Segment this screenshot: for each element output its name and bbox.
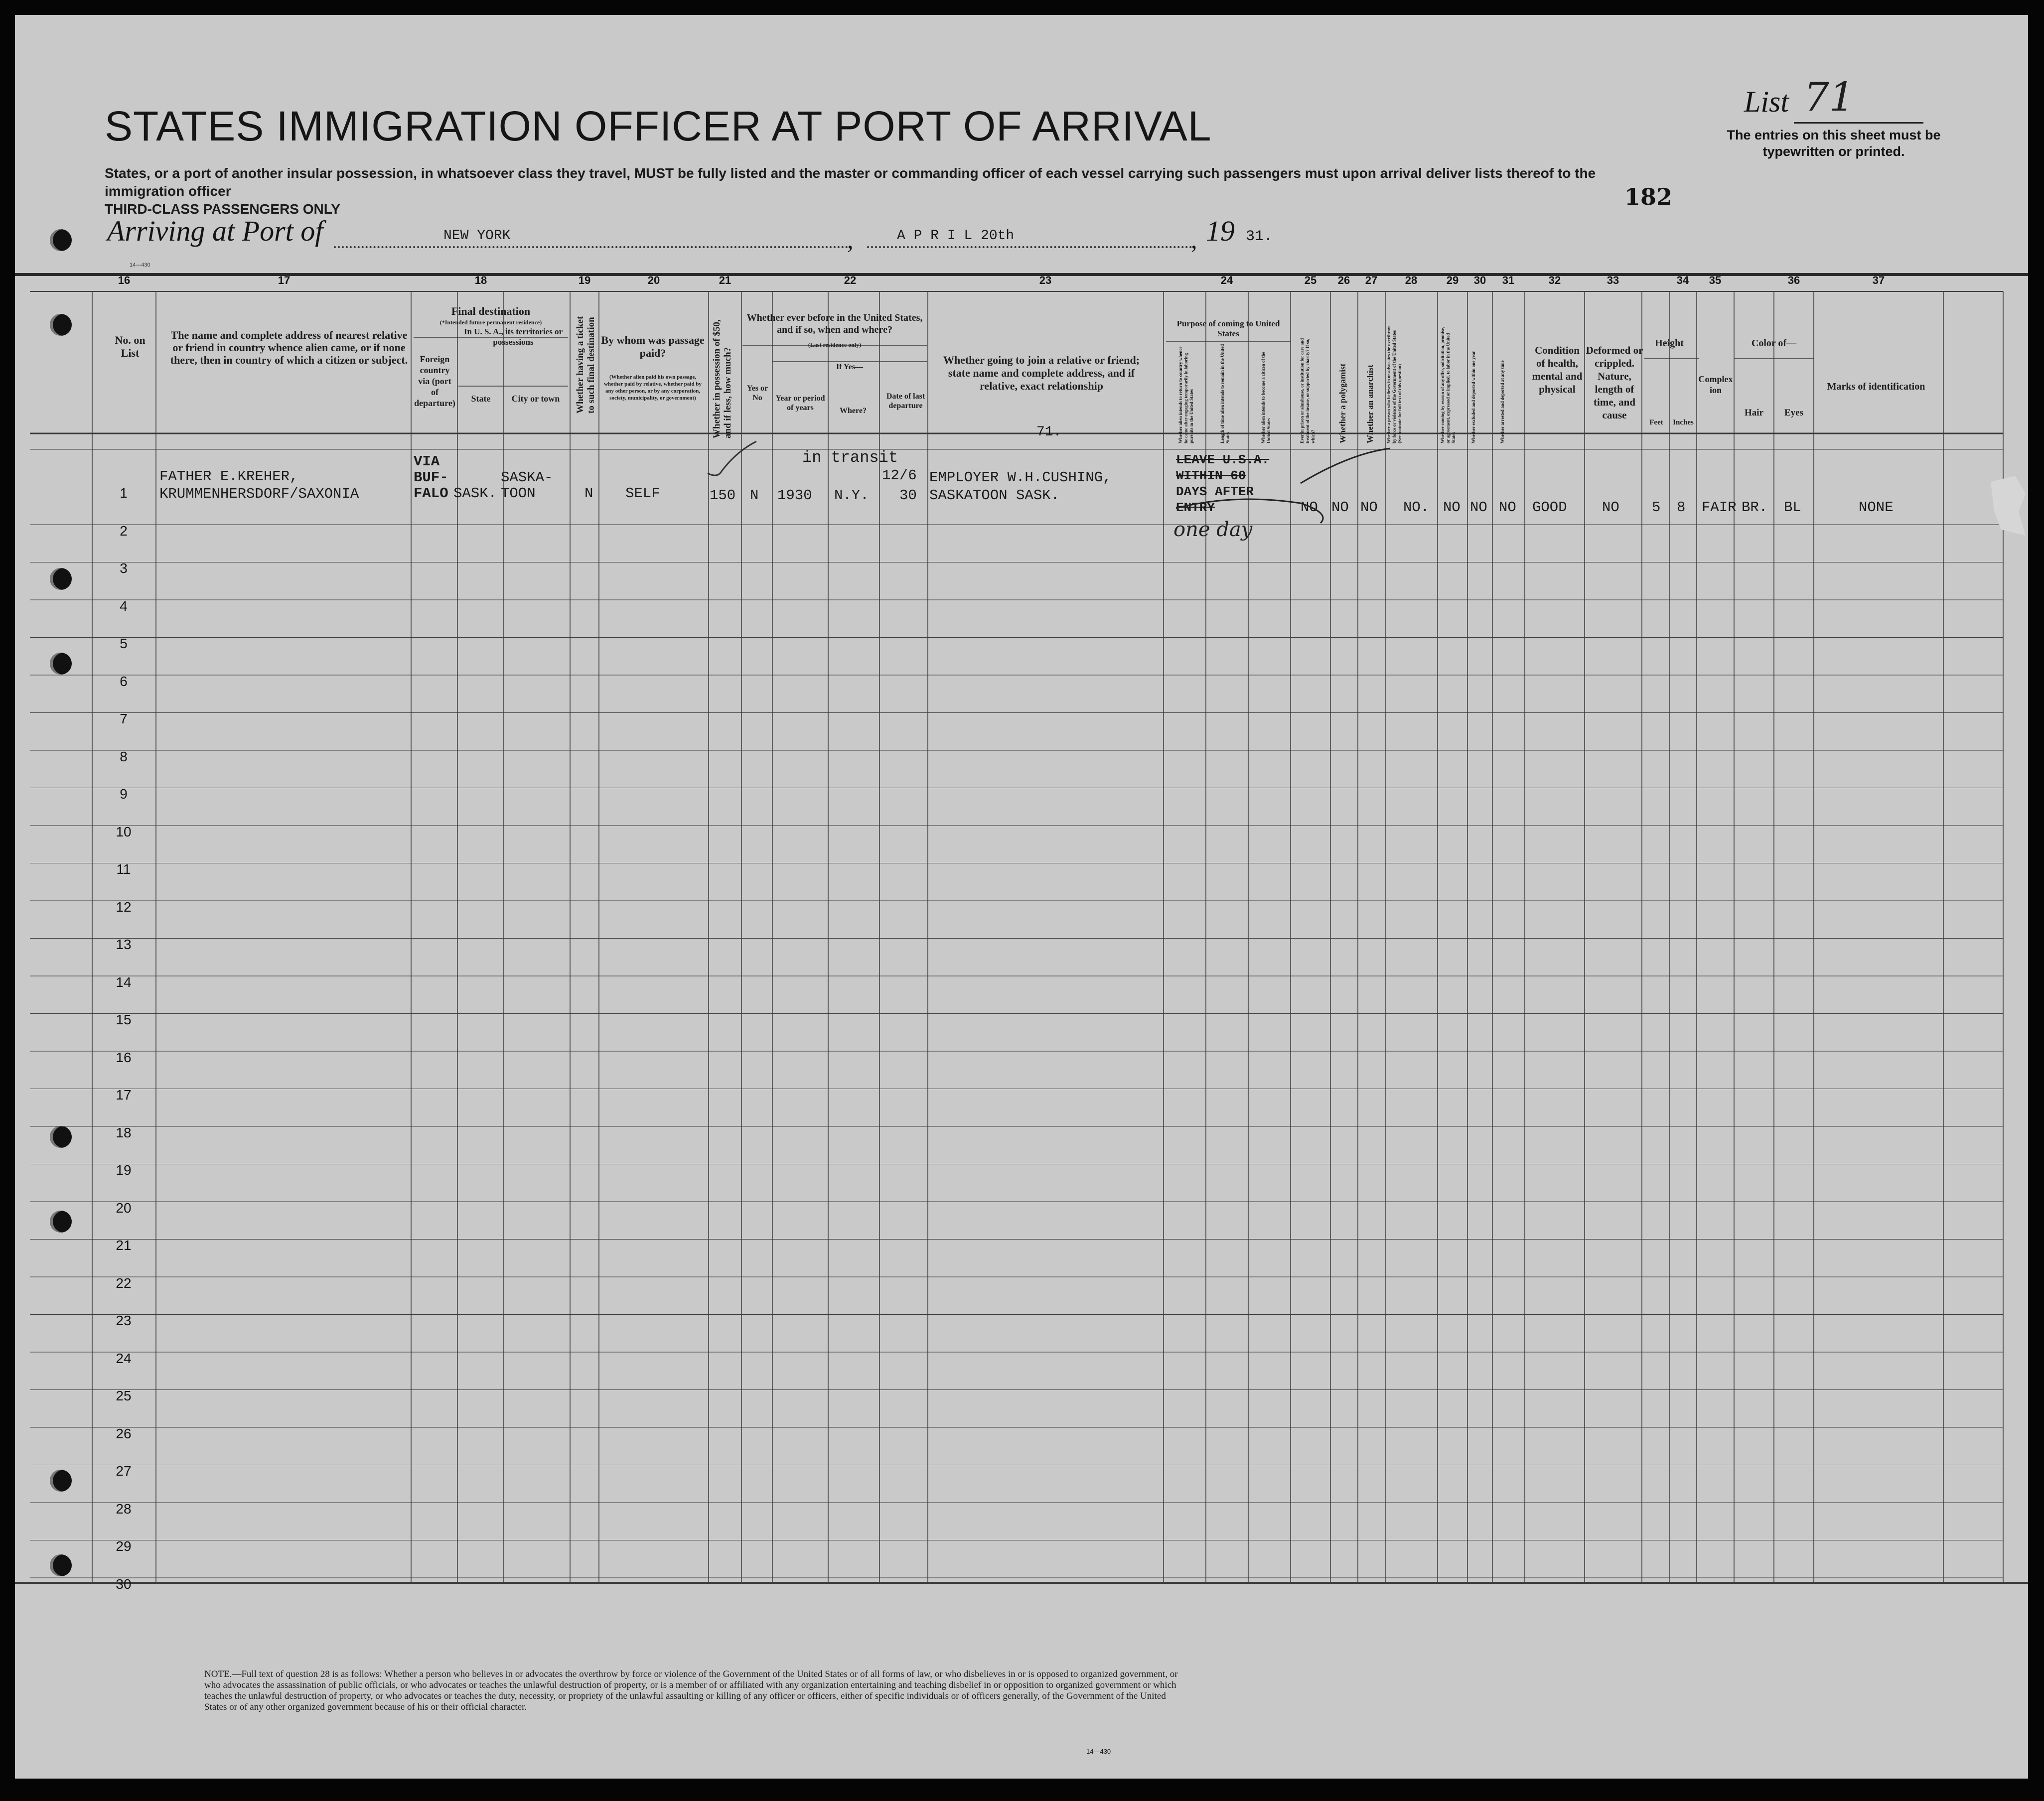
relative-line-1: FATHER E.KREHER,	[159, 468, 298, 485]
header-where: Where?	[840, 407, 867, 415]
column-number: 18	[474, 274, 487, 286]
header-complexion: Complexion	[1698, 374, 1733, 395]
money-value: 150	[710, 487, 736, 504]
comma: ,	[1191, 226, 1197, 254]
height-feet-value: 5	[1652, 499, 1661, 516]
row-number: 8	[120, 748, 128, 764]
row-number: 18	[116, 1124, 132, 1140]
purpose-line-3: DAYS AFTER	[1176, 484, 1254, 499]
column-number: 34	[1676, 274, 1689, 286]
row-number: 28	[116, 1501, 132, 1517]
row-number: 19	[116, 1162, 132, 1178]
destination-state: SASK.	[453, 485, 497, 502]
header-city: City or town	[511, 394, 560, 404]
header-before-in-us: Whether ever before in the United States, and if so, when and where?	[746, 312, 923, 335]
purpose-handwritten: one day	[1173, 518, 1253, 541]
header-eyes: Eyes	[1784, 408, 1803, 418]
header-purpose-c: Whether alien intends to become a citizen of the United States	[1261, 352, 1271, 443]
column-number: 36	[1787, 274, 1800, 286]
header-purpose-b: Length of time alien intends to remain in the United States	[1220, 344, 1230, 443]
column-number: 29	[1446, 274, 1459, 286]
manifest-sheet	[15, 15, 2028, 1779]
list-number: 71	[1804, 74, 1855, 120]
row-number: 16	[116, 1049, 132, 1065]
form-code-bottom: 14—430	[1086, 1748, 1111, 1755]
header-final-destination: Final destination	[451, 305, 531, 317]
arrival-date: A P R I L 20th	[897, 228, 1015, 244]
column-number: 19	[578, 274, 591, 286]
q30-value: NO	[1470, 499, 1487, 516]
row-number: 29	[116, 1538, 132, 1554]
header-last-residence: (Last residence only)	[808, 341, 862, 348]
header-color-of: Color of—	[1751, 338, 1797, 349]
row-number: 20	[116, 1200, 132, 1216]
header-state: State	[471, 394, 491, 404]
header-if-yes: If Yes—	[836, 363, 864, 371]
header-annotation: 71.	[1036, 424, 1062, 440]
joining-line-1: EMPLOYER W.H.CUSHING,	[929, 469, 1112, 486]
header-q28: Whether a person who believes in or advocates the overthrow by force or violence of the Government of the United States (See footnote for full text of this question)	[1386, 326, 1402, 443]
foreign-line-2: BUF-	[414, 469, 448, 486]
prison-value: NO	[1301, 499, 1318, 516]
header-in-usa: In U. S. A., its territories or possessions	[463, 327, 563, 347]
column-number: 33	[1606, 274, 1619, 286]
q31-value: NO	[1499, 499, 1516, 516]
marks-value: NONE	[1859, 499, 1894, 516]
purpose-line-1: LEAVE U.S.A.	[1176, 452, 1270, 467]
health-value: GOOD	[1532, 499, 1567, 516]
q29-value: NO	[1443, 499, 1460, 516]
row-number: 6	[120, 673, 128, 689]
header-hair: Hair	[1745, 408, 1763, 418]
column-number: 32	[1548, 274, 1561, 286]
header-marks: Marks of identification	[1827, 381, 1925, 392]
subtitle-text: States, or a port of another insular possession, in whatsoever class they travel, MUST be fully listed and the master or commanding officer of each vessel carrying such passengers must upon arrival deliver lists thereof to the immigration officer	[105, 165, 1596, 199]
header-health: Condition of health, mental and physical	[1532, 344, 1583, 395]
column-number: 37	[1872, 274, 1885, 286]
complexion-value: FAIR	[1702, 499, 1737, 516]
row-number: 22	[116, 1275, 132, 1291]
row-number: 17	[116, 1087, 132, 1103]
row-number: 26	[116, 1425, 132, 1441]
pen-stroke	[1301, 448, 1390, 483]
q28-value: NO.	[1403, 499, 1430, 516]
check-mark	[708, 441, 756, 475]
header-joining-relative: Whether going to join a relative or friend; state name and complete address, and if relative, exact relationship	[943, 354, 1140, 392]
row-number: 5	[120, 636, 128, 651]
header-foreign-country: Foreign country via (port of departure)	[414, 354, 455, 408]
header-ticket: Whether having a ticket to such final destination	[575, 316, 596, 414]
row-number: 30	[116, 1576, 132, 1592]
header-anarchist: Whether an anarchist	[1365, 364, 1375, 443]
header-feet: Feet	[1649, 418, 1663, 426]
header-purpose-a: Whether alien intends to return to country whence he came after engaging temporarily in laboring pursuits in the United States	[1178, 346, 1194, 443]
list-label: List	[1744, 85, 1789, 118]
purpose-line-2: WITHIN 60	[1176, 468, 1246, 483]
row-number: 24	[116, 1350, 132, 1366]
column-number: 23	[1039, 274, 1052, 286]
header-passage-paid: By whom was passage paid?	[601, 334, 705, 359]
entries-note: The entries on this sheet must be typewritten or printed.	[1727, 128, 1941, 159]
handwritten-marks	[15, 15, 2028, 613]
hair-value: BR.	[1742, 499, 1768, 516]
header-q31: Whether arrested and deported at any time	[1500, 360, 1505, 443]
header-final-destination-note: (*Intended future permanent residence)	[439, 319, 542, 326]
row-number: 25	[116, 1388, 132, 1403]
transit-note: in transit	[802, 448, 898, 467]
column-number: 35	[1709, 274, 1722, 286]
departure-line-1: 12/6	[882, 467, 917, 484]
where-value: N.Y.	[834, 487, 869, 504]
column-number: 21	[719, 274, 731, 286]
row-number: 12	[116, 899, 132, 915]
page-number: 182	[1624, 183, 1673, 210]
row-number: 7	[120, 711, 128, 726]
column-number: 31	[1502, 274, 1515, 286]
row-number: 1	[120, 485, 128, 501]
column-number: 20	[647, 274, 660, 286]
year-value: 1930	[777, 487, 812, 504]
row-number: 27	[116, 1463, 132, 1479]
pen-stroke	[1176, 499, 1323, 523]
row-number: 14	[116, 974, 132, 990]
foreign-line-1: VIA	[414, 453, 440, 470]
header-year-period: Year or period of years	[775, 394, 825, 412]
column-number: 25	[1304, 274, 1317, 286]
anarchist-value: NO	[1360, 499, 1378, 516]
row-number: 13	[116, 937, 132, 952]
column-number: 28	[1405, 274, 1418, 286]
purpose-line-4: ENTRY	[1176, 500, 1215, 515]
header-yes-no: Yes or No	[746, 384, 768, 402]
year-prefix: 19	[1206, 215, 1235, 247]
arrival-label: Arriving at Port of	[107, 215, 323, 247]
comma: ,	[847, 226, 854, 254]
header-inches: Inches	[1673, 418, 1694, 426]
header-q30: Whether excluded and deported within one year	[1471, 351, 1476, 443]
eyes-value: BL	[1784, 499, 1801, 516]
header-deformed: Deformed or crippled. Nature, length of time, and cause	[1586, 344, 1643, 421]
row-number: 2	[120, 523, 128, 539]
city-line-1: SASKA-	[501, 469, 553, 486]
polygamist-value: NO	[1331, 499, 1349, 516]
column-number: 24	[1220, 274, 1233, 286]
row-number: 10	[116, 824, 132, 839]
column-number: 26	[1337, 274, 1350, 286]
row-number: 3	[120, 560, 128, 576]
column-number: 16	[118, 274, 131, 286]
column-number: 22	[844, 274, 857, 286]
row-number: 23	[116, 1313, 132, 1328]
header-polygamist: Whether a polygamist	[1338, 363, 1347, 443]
row-number: 21	[116, 1238, 132, 1253]
row-number: 11	[116, 861, 131, 877]
page-title: STATES IMMIGRATION OFFICER AT PORT OF ARRIVAL	[105, 103, 1212, 149]
column-number: 17	[278, 274, 291, 286]
before-yes-no-value: N	[750, 487, 759, 504]
ticket-value: N	[584, 485, 593, 502]
passage-paid-value: SELF	[625, 485, 660, 502]
header-date-last-departure: Date of last departure	[886, 392, 925, 410]
form-code-top: 14—430	[130, 262, 150, 268]
arrival-port: NEW YORK	[443, 228, 511, 244]
class-line: THIRD-CLASS PASSENGERS ONLY	[105, 201, 340, 217]
row-number: 15	[116, 1012, 132, 1027]
row-number: 9	[120, 786, 128, 802]
header-nearest-relative: The name and complete address of nearest relative or friend in country whence alien came, or if none there, then in country of which a citizen or subject.	[170, 329, 408, 366]
footnote: NOTE.—Full text of question 28 is as follows: Whether a person who believes in or advocates the overthrow by force or violence of the Government of the United States or of all forms of law, or who disbelieves in or is opposed to organized government, or who advocates the assassination of public officials, or who advocates or teaches the unlawful destruction of property, or is a member of or affiliated with any organization entertaining and teaching disbelief in or opposition to organized government or which teaches the unlawful destruction of property, or who advocates or teaches the duty, necessity, or propriety of the unlawful assaulting or killing of any officer or officers, either of specific individuals or of officers generally, of the Government of the United States or of any other organized government because of his or their official character.	[204, 1669, 1178, 1712]
header-purpose: Purpose of coming to United States	[1176, 319, 1280, 338]
header-money: Whether in possession of $50, and if less, how much?	[712, 319, 733, 438]
departure-line-2: 30	[899, 487, 917, 504]
city-line-2: TOON	[501, 485, 536, 502]
row-number: 4	[120, 598, 128, 614]
relative-line-2: KRUMMENHERSDORF/SAXONIA	[159, 486, 359, 502]
column-number: 30	[1473, 274, 1486, 286]
header-no-on-list: No. on List	[115, 334, 146, 359]
column-number: 27	[1365, 274, 1378, 286]
height-inches-value: 8	[1677, 499, 1686, 516]
header-q29: Whether coming by reason of any offer, solicitation, promise, or agreement, expressed or implied, to labor in the United States	[1440, 327, 1456, 443]
joining-line-2: SASKATOON SASK.	[929, 487, 1060, 504]
header-prison: Ever in prison or almshouse, or institution for care and treatment of the insane, or supported by charity? If so, which?	[1300, 338, 1315, 443]
header-height: Height	[1655, 338, 1684, 349]
deformed-value: NO	[1602, 499, 1619, 516]
foreign-line-3: FALO	[414, 485, 448, 502]
year-suffix: 31.	[1246, 228, 1273, 245]
header-passage-note: (Whether alien paid his own passage, whether paid by relative, whether paid by any other person, or by any corporation, society, municipality, or government)	[604, 374, 702, 401]
